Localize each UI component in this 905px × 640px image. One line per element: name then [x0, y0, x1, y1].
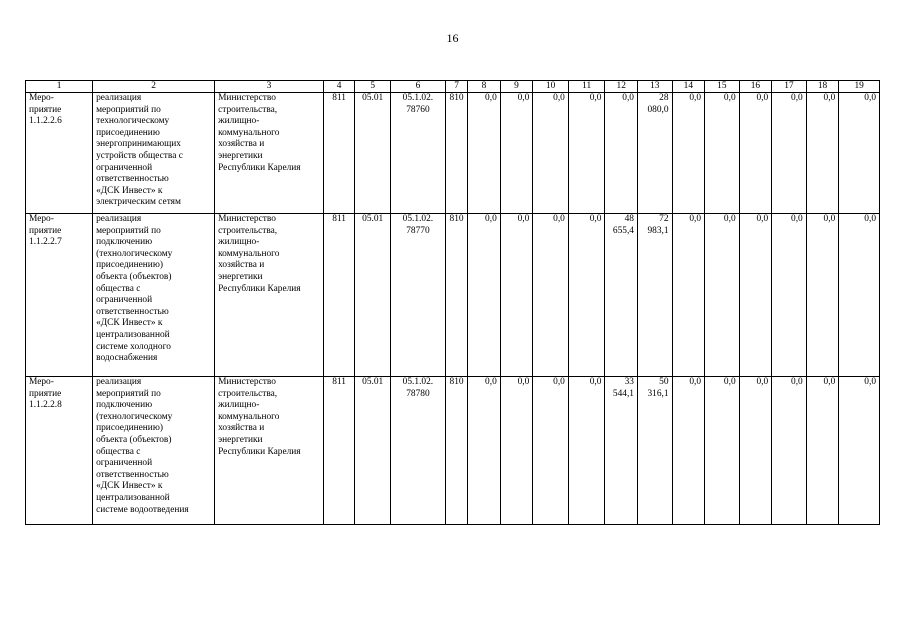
amount-cell: 0,0: [605, 93, 638, 214]
amount-cell: 0,0: [772, 377, 807, 525]
measure-cell: Меро- приятие 1.1.2.2.7: [26, 214, 93, 377]
amount-cell: 48 655,4: [605, 214, 638, 377]
amount-cell: 0,0: [533, 377, 569, 525]
column-header: 6: [390, 81, 445, 93]
amount-cell: 0,0: [772, 93, 807, 214]
amount-cell: 0,0: [533, 214, 569, 377]
section-code-cell: 05.01: [355, 377, 391, 525]
measure-cell: Меро- приятие 1.1.2.2.8: [26, 377, 93, 525]
executor-cell: Министерство строительства, жилищно- коммунального хозяйства и энергетики Республики Карелия: [215, 214, 324, 377]
amount-cell: 0,0: [468, 93, 501, 214]
executor-cell: Министерство строительства, жилищно- коммунального хозяйства и энергетики Республики Карелия: [215, 93, 324, 214]
amount-cell: 0,0: [468, 377, 501, 525]
budget-table: [25, 80, 880, 525]
amount-cell: 0,0: [568, 93, 605, 214]
description-cell: реализация мероприятий по подключению (технологическому присоединению) объекта (объектов) общества с ограниченной ответственностью «ДСК Инвест» к централизованной системе водоотведения: [93, 377, 215, 525]
description-cell: реализация мероприятий по подключению (технологическому присоединению) объекта (объектов) общества с ограниченной ответственностью «ДСК Инвест» к централизованной системе холодного водоснабжения: [93, 214, 215, 377]
column-header: 7: [445, 81, 467, 93]
column-header: 11: [568, 81, 605, 93]
amount-cell: 33 544,1: [605, 377, 638, 525]
column-header: 5: [355, 81, 391, 93]
admin-code-cell: 811: [323, 93, 355, 214]
table-row: [26, 93, 880, 214]
amount-cell: 28 080,0: [637, 93, 672, 214]
admin-code-cell: 811: [323, 377, 355, 525]
amount-cell: 0,0: [839, 377, 880, 525]
column-header: 12: [605, 81, 638, 93]
table-row: [26, 377, 880, 525]
amount-cell: 0,0: [533, 93, 569, 214]
section-code-cell: 05.01: [355, 214, 391, 377]
amount-cell: 0,0: [468, 214, 501, 377]
column-header: 15: [705, 81, 740, 93]
column-header: 8: [468, 81, 501, 93]
description-cell: реализация мероприятий по технологическому присоединению энергопринимающих устройств общества с ограниченной ответственностью «ДСК Инвест» к электрическим сетям: [93, 93, 215, 214]
column-header: 10: [533, 81, 569, 93]
amount-cell: 0,0: [672, 377, 705, 525]
column-header: 13: [637, 81, 672, 93]
amount-cell: 0,0: [500, 377, 533, 525]
column-header: 18: [806, 81, 839, 93]
column-header: 16: [739, 81, 772, 93]
amount-cell: 0,0: [705, 214, 740, 377]
column-header: 1: [26, 81, 93, 93]
column-header: 14: [672, 81, 705, 93]
amount-cell: 0,0: [672, 214, 705, 377]
column-number-row: [26, 81, 880, 93]
amount-cell: 0,0: [739, 377, 772, 525]
section-code-cell: 05.01: [355, 93, 391, 214]
column-header: 3: [215, 81, 324, 93]
table-row: [26, 214, 880, 377]
amount-cell: 0,0: [806, 93, 839, 214]
expense-type-cell: 810: [445, 377, 467, 525]
target-article-cell: 05.1.02. 78760: [390, 93, 445, 214]
amount-cell: 0,0: [705, 377, 740, 525]
column-header: 4: [323, 81, 355, 93]
column-header: 17: [772, 81, 807, 93]
amount-cell: 0,0: [568, 377, 605, 525]
amount-cell: 0,0: [705, 93, 740, 214]
column-header: 19: [839, 81, 880, 93]
amount-cell: 0,0: [806, 377, 839, 525]
amount-cell: 0,0: [568, 214, 605, 377]
amount-cell: 0,0: [672, 93, 705, 214]
amount-cell: 0,0: [500, 93, 533, 214]
expense-type-cell: 810: [445, 214, 467, 377]
amount-cell: 0,0: [839, 214, 880, 377]
admin-code-cell: 811: [323, 214, 355, 377]
amount-cell: 0,0: [839, 93, 880, 214]
measure-cell: Меро- приятие 1.1.2.2.6: [26, 93, 93, 214]
page-number: 16: [446, 31, 459, 45]
amount-cell: 0,0: [739, 93, 772, 214]
target-article-cell: 05.1.02. 78770: [390, 214, 445, 377]
amount-cell: 0,0: [772, 214, 807, 377]
column-header: 2: [93, 81, 215, 93]
amount-cell: 50 316,1: [637, 377, 672, 525]
amount-cell: 0,0: [806, 214, 839, 377]
amount-cell: 72 983,1: [637, 214, 672, 377]
amount-cell: 0,0: [739, 214, 772, 377]
executor-cell: Министерство строительства, жилищно- коммунального хозяйства и энергетики Республики Карелия: [215, 377, 324, 525]
amount-cell: 0,0: [500, 214, 533, 377]
expense-type-cell: 810: [445, 93, 467, 214]
target-article-cell: 05.1.02. 78780: [390, 377, 445, 525]
column-header: 9: [500, 81, 533, 93]
